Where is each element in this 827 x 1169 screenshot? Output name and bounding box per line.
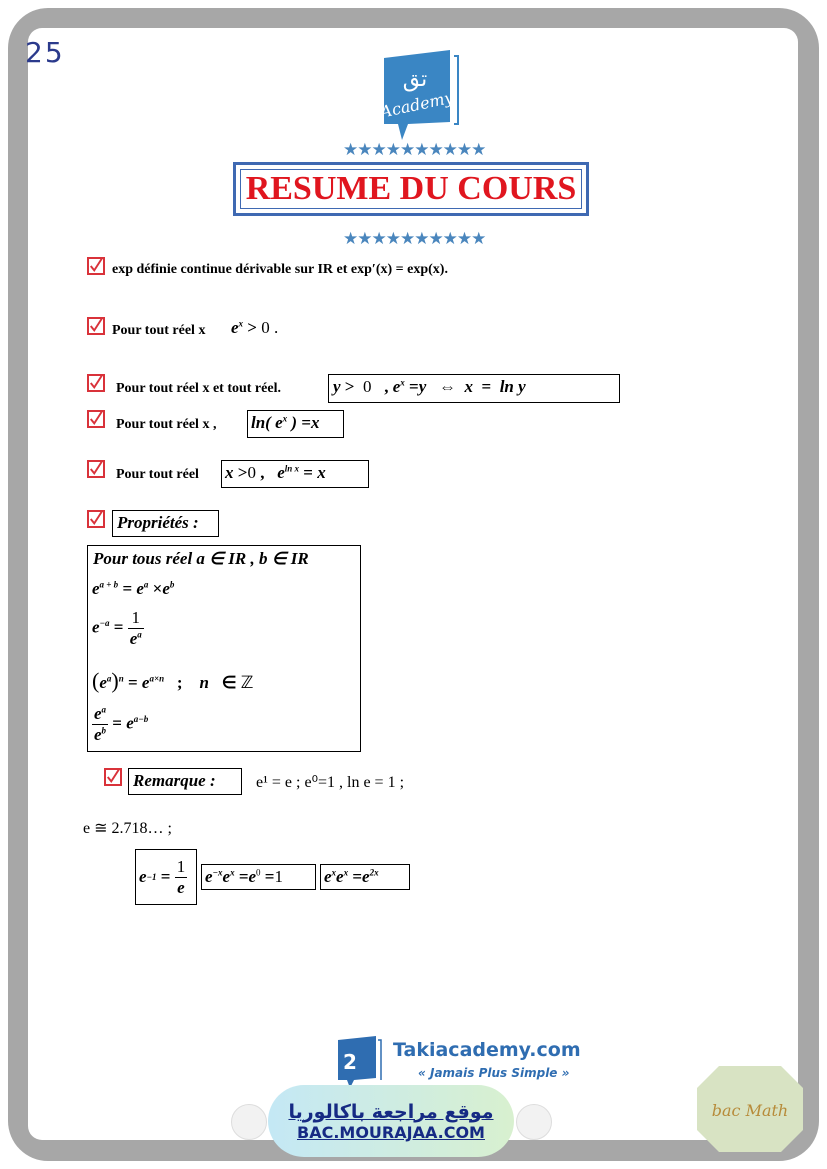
formula-equivalence-box: y > 0 , $e^x =y$ ⇔ x = ln y [328, 374, 620, 403]
formula-exp-positive: $e^x > 0$ . [231, 318, 279, 337]
checkbox-icon [87, 410, 105, 428]
formula-inverse-box: e −1 = $\frac{1}{e}$ [135, 849, 197, 905]
checkbox-icon [87, 317, 105, 335]
checkbox-icon [104, 768, 122, 786]
item-exp-definition: exp définie continue dérivable sur IR et exp′(x) = exp(x). [112, 262, 448, 277]
properties-label: Propriétés : [117, 513, 199, 532]
formula-product-zero-box: $e^{-x}e^x =e^0 =1$ [201, 864, 316, 890]
page-number: 25 [25, 36, 65, 69]
remark-text: e¹ = e ; e⁰=1 , ln e = 1 ; [256, 774, 405, 791]
remark-label: Remarque : [133, 771, 216, 790]
formula-sum: $e^{a + b} = e^a \times e^b$ [92, 579, 175, 598]
remark-heading [128, 768, 242, 795]
right-emblem-icon [516, 1104, 552, 1140]
banner-url[interactable]: BAC.MOURAJAA.COM [297, 1122, 485, 1142]
page-title: RESUME DU COURS [245, 170, 577, 207]
checkbox-icon [87, 460, 105, 478]
formula-quotient: $\frac{e^a}{e^b}$ = $e^{a-b}$ [94, 704, 149, 744]
title-box [233, 162, 589, 216]
bac-math-stamp [697, 1066, 803, 1157]
logo-arabic: تق [402, 67, 428, 92]
properties-heading [112, 510, 219, 537]
stars-bottom: ★★★★★★★★★★ [343, 229, 486, 249]
formula-ln-exp-box: ln( $e^x$ ) =x [247, 410, 344, 438]
approx-e: e ≅ 2.718… ; [83, 820, 172, 837]
footer-site: Takiacademy.com [393, 1039, 581, 1061]
checkbox-icon [87, 510, 105, 528]
logo-word: Academy [378, 87, 456, 122]
item-ln-exp-label: Pour tout réel x , [116, 417, 217, 432]
formula-double-box: $e^xe^x =e^{2x}$ [320, 864, 410, 890]
item-exp-ln-label: Pour tout réel [116, 467, 199, 482]
checkbox-icon [87, 374, 105, 392]
stamp-text: bac Math [711, 1101, 789, 1120]
left-emblem-icon [231, 1104, 267, 1140]
properties-header: Pour tous réel a ∈ IR , b ∈ IR [93, 549, 309, 568]
item-positive-label: Pour tout réel x [112, 323, 206, 338]
formula-exp-ln-box: x >0 , $e^{ln x} = x$ [221, 460, 369, 488]
checkbox-icon [87, 257, 105, 275]
formula-power: $(e^a)^n = e^{a\times n}$ ; n ∈ ℤ [92, 668, 254, 693]
item-equivalence-label: Pour tout réel x et tout réel. [116, 381, 281, 396]
badge-number: 2 [343, 1050, 357, 1074]
stars-top: ★★★★★★★★★★ [343, 140, 486, 160]
bac-mourajaa-banner[interactable] [268, 1085, 514, 1157]
properties-box [87, 545, 361, 752]
banner-arabic: موقع مراجعة باكالوريا [288, 1100, 494, 1123]
academy-logo [378, 50, 468, 147]
footer-slogan: « Jamais Plus Simple » [418, 1066, 570, 1080]
formula-negative: $e^{-a}$ = $\frac{1}{e^a}$ [92, 608, 142, 648]
